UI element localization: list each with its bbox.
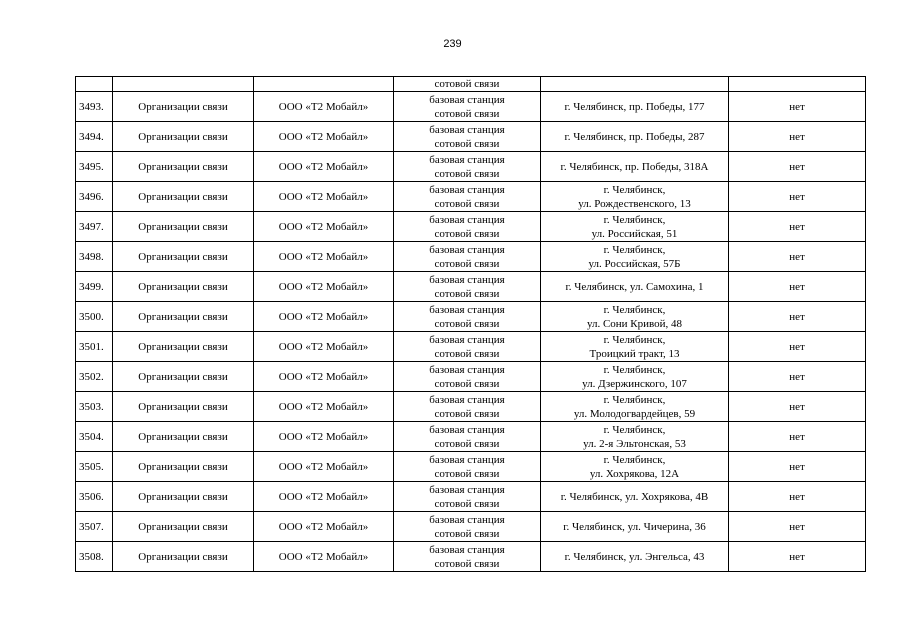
address-line: Троицкий тракт, 13 (589, 347, 680, 360)
cell-category: Организации связи (113, 92, 254, 122)
cell-number: 3506. (76, 482, 113, 512)
table-row (76, 242, 866, 272)
cell-address (541, 182, 729, 212)
object-line: сотовой связи (434, 437, 500, 450)
object-line: сотовой связи (434, 257, 500, 270)
cell-value: нет (729, 182, 866, 212)
address-line: г. Челябинск, (603, 243, 666, 256)
cell-object (394, 272, 541, 302)
cell-object (394, 452, 541, 482)
object-line: сотовой связи (434, 197, 500, 210)
cell-address (541, 272, 729, 302)
cell-object (394, 182, 541, 212)
address-line: г. Челябинск, (603, 183, 666, 196)
cell-value: нет (729, 542, 866, 572)
cell-value: нет (729, 362, 866, 392)
address-line: ул. Дзержинского, 107 (582, 377, 687, 390)
cell-category: Организации связи (113, 512, 254, 542)
cell-organization: ООО «Т2 Мобайл» (254, 272, 394, 302)
cell-category: Организации связи (113, 392, 254, 422)
cell-category: Организации связи (113, 482, 254, 512)
address-line: ул. Российская, 51 (591, 227, 678, 240)
cell-category: Организации связи (113, 302, 254, 332)
address-line: г. Челябинск, пр. Победы, 287 (564, 130, 705, 143)
cell-value: нет (729, 332, 866, 362)
object-line: базовая станция (429, 303, 505, 316)
cell-value: нет (729, 212, 866, 242)
cell-address (541, 422, 729, 452)
object-line: базовая станция (429, 183, 505, 196)
registry-table-body (76, 77, 866, 572)
cell-value: нет (729, 122, 866, 152)
cell-category: Организации связи (113, 332, 254, 362)
cell-number: 3498. (76, 242, 113, 272)
address-line: г. Челябинск, (603, 393, 666, 406)
object-line: базовая станция (429, 483, 505, 496)
table-row (76, 122, 866, 152)
address-line: г. Челябинск, ул. Самохина, 1 (565, 280, 704, 293)
cell-value: нет (729, 392, 866, 422)
object-line: сотовой связи (434, 527, 500, 540)
object-line: базовая станция (429, 423, 505, 436)
cell-number: 3494. (76, 122, 113, 152)
object-line: сотовой связи (434, 497, 500, 510)
cell-number: 3499. (76, 272, 113, 302)
continuation-row (76, 77, 866, 92)
object-line: базовая станция (429, 273, 505, 286)
object-line: базовая станция (429, 453, 505, 466)
object-line: базовая станция (429, 513, 505, 526)
cell-address (541, 392, 729, 422)
cell-value: нет (729, 92, 866, 122)
address-line: г. Челябинск, пр. Победы, 318А (560, 160, 709, 173)
table-row (76, 302, 866, 332)
cell-number: 3507. (76, 512, 113, 542)
cell-object (394, 482, 541, 512)
table-row (76, 182, 866, 212)
cell-address (541, 152, 729, 182)
cell-address (541, 512, 729, 542)
cell-value: нет (729, 452, 866, 482)
address-line: г. Челябинск, (603, 303, 666, 316)
cell-category: Организации связи (113, 422, 254, 452)
cell-category: Организации связи (113, 122, 254, 152)
cell-organization: ООО «Т2 Мобайл» (254, 512, 394, 542)
cell-object (394, 542, 541, 572)
cell-object (394, 422, 541, 452)
address-line: ул. 2-я Эльтонская, 53 (583, 437, 686, 450)
cell-organization: ООО «Т2 Мобайл» (254, 92, 394, 122)
cell-organization: ООО «Т2 Мобайл» (254, 452, 394, 482)
cell-value: нет (729, 272, 866, 302)
address-line: г. Челябинск, ул. Хохрякова, 4В (560, 490, 709, 503)
table-row (76, 362, 866, 392)
object-line: сотовой связи (434, 557, 500, 570)
address-line: г. Челябинск, (603, 333, 666, 346)
cell-category: Организации связи (113, 362, 254, 392)
cell-category: Организации связи (113, 242, 254, 272)
address-line: ул. Хохрякова, 12А (589, 467, 680, 480)
cell-object (394, 332, 541, 362)
cell-object: сотовой связи (394, 77, 541, 92)
object-line: сотовой связи (434, 347, 500, 360)
object-line: базовая станция (429, 213, 505, 226)
cell-address (541, 212, 729, 242)
cell-object (394, 212, 541, 242)
cell-organization: ООО «Т2 Мобайл» (254, 542, 394, 572)
cell-organization: ООО «Т2 Мобайл» (254, 422, 394, 452)
object-line: базовая станция (429, 363, 505, 376)
address-line: г. Челябинск, ул. Энгельса, 43 (564, 550, 705, 563)
cell-organization: ООО «Т2 Мобайл» (254, 212, 394, 242)
object-line: сотовой связи (434, 167, 500, 180)
cell-object (394, 152, 541, 182)
cell-value: нет (729, 482, 866, 512)
cell-organization: ООО «Т2 Мобайл» (254, 242, 394, 272)
page-number: 239 (443, 38, 462, 50)
address-line: г. Челябинск, (603, 423, 666, 436)
object-line: сотовой связи (434, 287, 500, 300)
table-row (76, 482, 866, 512)
object-line: базовая станция (429, 393, 505, 406)
cell-object (394, 362, 541, 392)
cell-address (541, 332, 729, 362)
cell-organization: ООО «Т2 Мобайл» (254, 392, 394, 422)
cell-address (541, 77, 729, 92)
address-line: г. Челябинск, (603, 363, 666, 376)
object-line: сотовой связи (434, 317, 500, 330)
cell-category: Организации связи (113, 152, 254, 182)
cell-organization: ООО «Т2 Мобайл» (254, 122, 394, 152)
table-row (76, 452, 866, 482)
cell-object (394, 92, 541, 122)
object-line: базовая станция (429, 543, 505, 556)
cell-address (541, 542, 729, 572)
address-line: ул. Рождественского, 13 (578, 197, 691, 210)
cell-number: 3502. (76, 362, 113, 392)
cell-object (394, 302, 541, 332)
table-row (76, 272, 866, 302)
object-line: сотовой связи (434, 107, 500, 120)
address-line: ул. Молодогвардейцев, 59 (573, 407, 696, 420)
cell-address (541, 362, 729, 392)
cell-value: нет (729, 302, 866, 332)
cell-organization: ООО «Т2 Мобайл» (254, 182, 394, 212)
object-line: базовая станция (429, 123, 505, 136)
cell-number: 3497. (76, 212, 113, 242)
cell-address (541, 482, 729, 512)
table-row (76, 152, 866, 182)
object-line: сотовой связи (434, 227, 500, 240)
table-row (76, 422, 866, 452)
object-line: базовая станция (429, 243, 505, 256)
cell-address (541, 302, 729, 332)
address-line: г. Челябинск, ул. Чичерина, 36 (563, 520, 706, 533)
cell-category: Организации связи (113, 542, 254, 572)
object-line: базовая станция (429, 93, 505, 106)
address-line: г. Челябинск, (603, 453, 666, 466)
cell-number (76, 77, 113, 92)
cell-value: нет (729, 422, 866, 452)
cell-number: 3501. (76, 332, 113, 362)
cell-value (729, 77, 866, 92)
cell-organization (254, 77, 394, 92)
cell-address (541, 452, 729, 482)
cell-category (113, 77, 254, 92)
cell-address (541, 242, 729, 272)
cell-address (541, 92, 729, 122)
table-row (76, 332, 866, 362)
address-line: г. Челябинск, (603, 213, 666, 226)
cell-number: 3495. (76, 152, 113, 182)
address-line: г. Челябинск, пр. Победы, 177 (564, 100, 705, 113)
cell-organization: ООО «Т2 Мобайл» (254, 362, 394, 392)
object-line: сотовой связи (434, 137, 500, 150)
cell-object (394, 242, 541, 272)
cell-value: нет (729, 242, 866, 272)
cell-number: 3505. (76, 452, 113, 482)
cell-number: 3503. (76, 392, 113, 422)
cell-organization: ООО «Т2 Мобайл» (254, 152, 394, 182)
cell-category: Организации связи (113, 452, 254, 482)
cell-category: Организации связи (113, 212, 254, 242)
object-line: сотовой связи (434, 407, 500, 420)
cell-object (394, 122, 541, 152)
object-line: базовая станция (429, 153, 505, 166)
cell-number: 3493. (76, 92, 113, 122)
table-row (76, 212, 866, 242)
cell-object (394, 392, 541, 422)
cell-number: 3500. (76, 302, 113, 332)
object-line: базовая станция (429, 333, 505, 346)
cell-object (394, 512, 541, 542)
registry-table (75, 76, 866, 572)
cell-number: 3496. (76, 182, 113, 212)
cell-number: 3508. (76, 542, 113, 572)
table-row (76, 92, 866, 122)
table-row (76, 542, 866, 572)
cell-organization: ООО «Т2 Мобайл» (254, 482, 394, 512)
object-line: сотовой связи (434, 467, 500, 480)
address-line: ул. Российская, 57Б (588, 257, 681, 270)
cell-category: Организации связи (113, 182, 254, 212)
cell-organization: ООО «Т2 Мобайл» (254, 332, 394, 362)
cell-address (541, 122, 729, 152)
table-row (76, 392, 866, 422)
cell-value: нет (729, 152, 866, 182)
address-line: ул. Сони Кривой, 48 (586, 317, 683, 330)
cell-number: 3504. (76, 422, 113, 452)
cell-category: Организации связи (113, 272, 254, 302)
cell-organization: ООО «Т2 Мобайл» (254, 302, 394, 332)
object-line: сотовой связи (434, 377, 500, 390)
cell-value: нет (729, 512, 866, 542)
table-row (76, 512, 866, 542)
